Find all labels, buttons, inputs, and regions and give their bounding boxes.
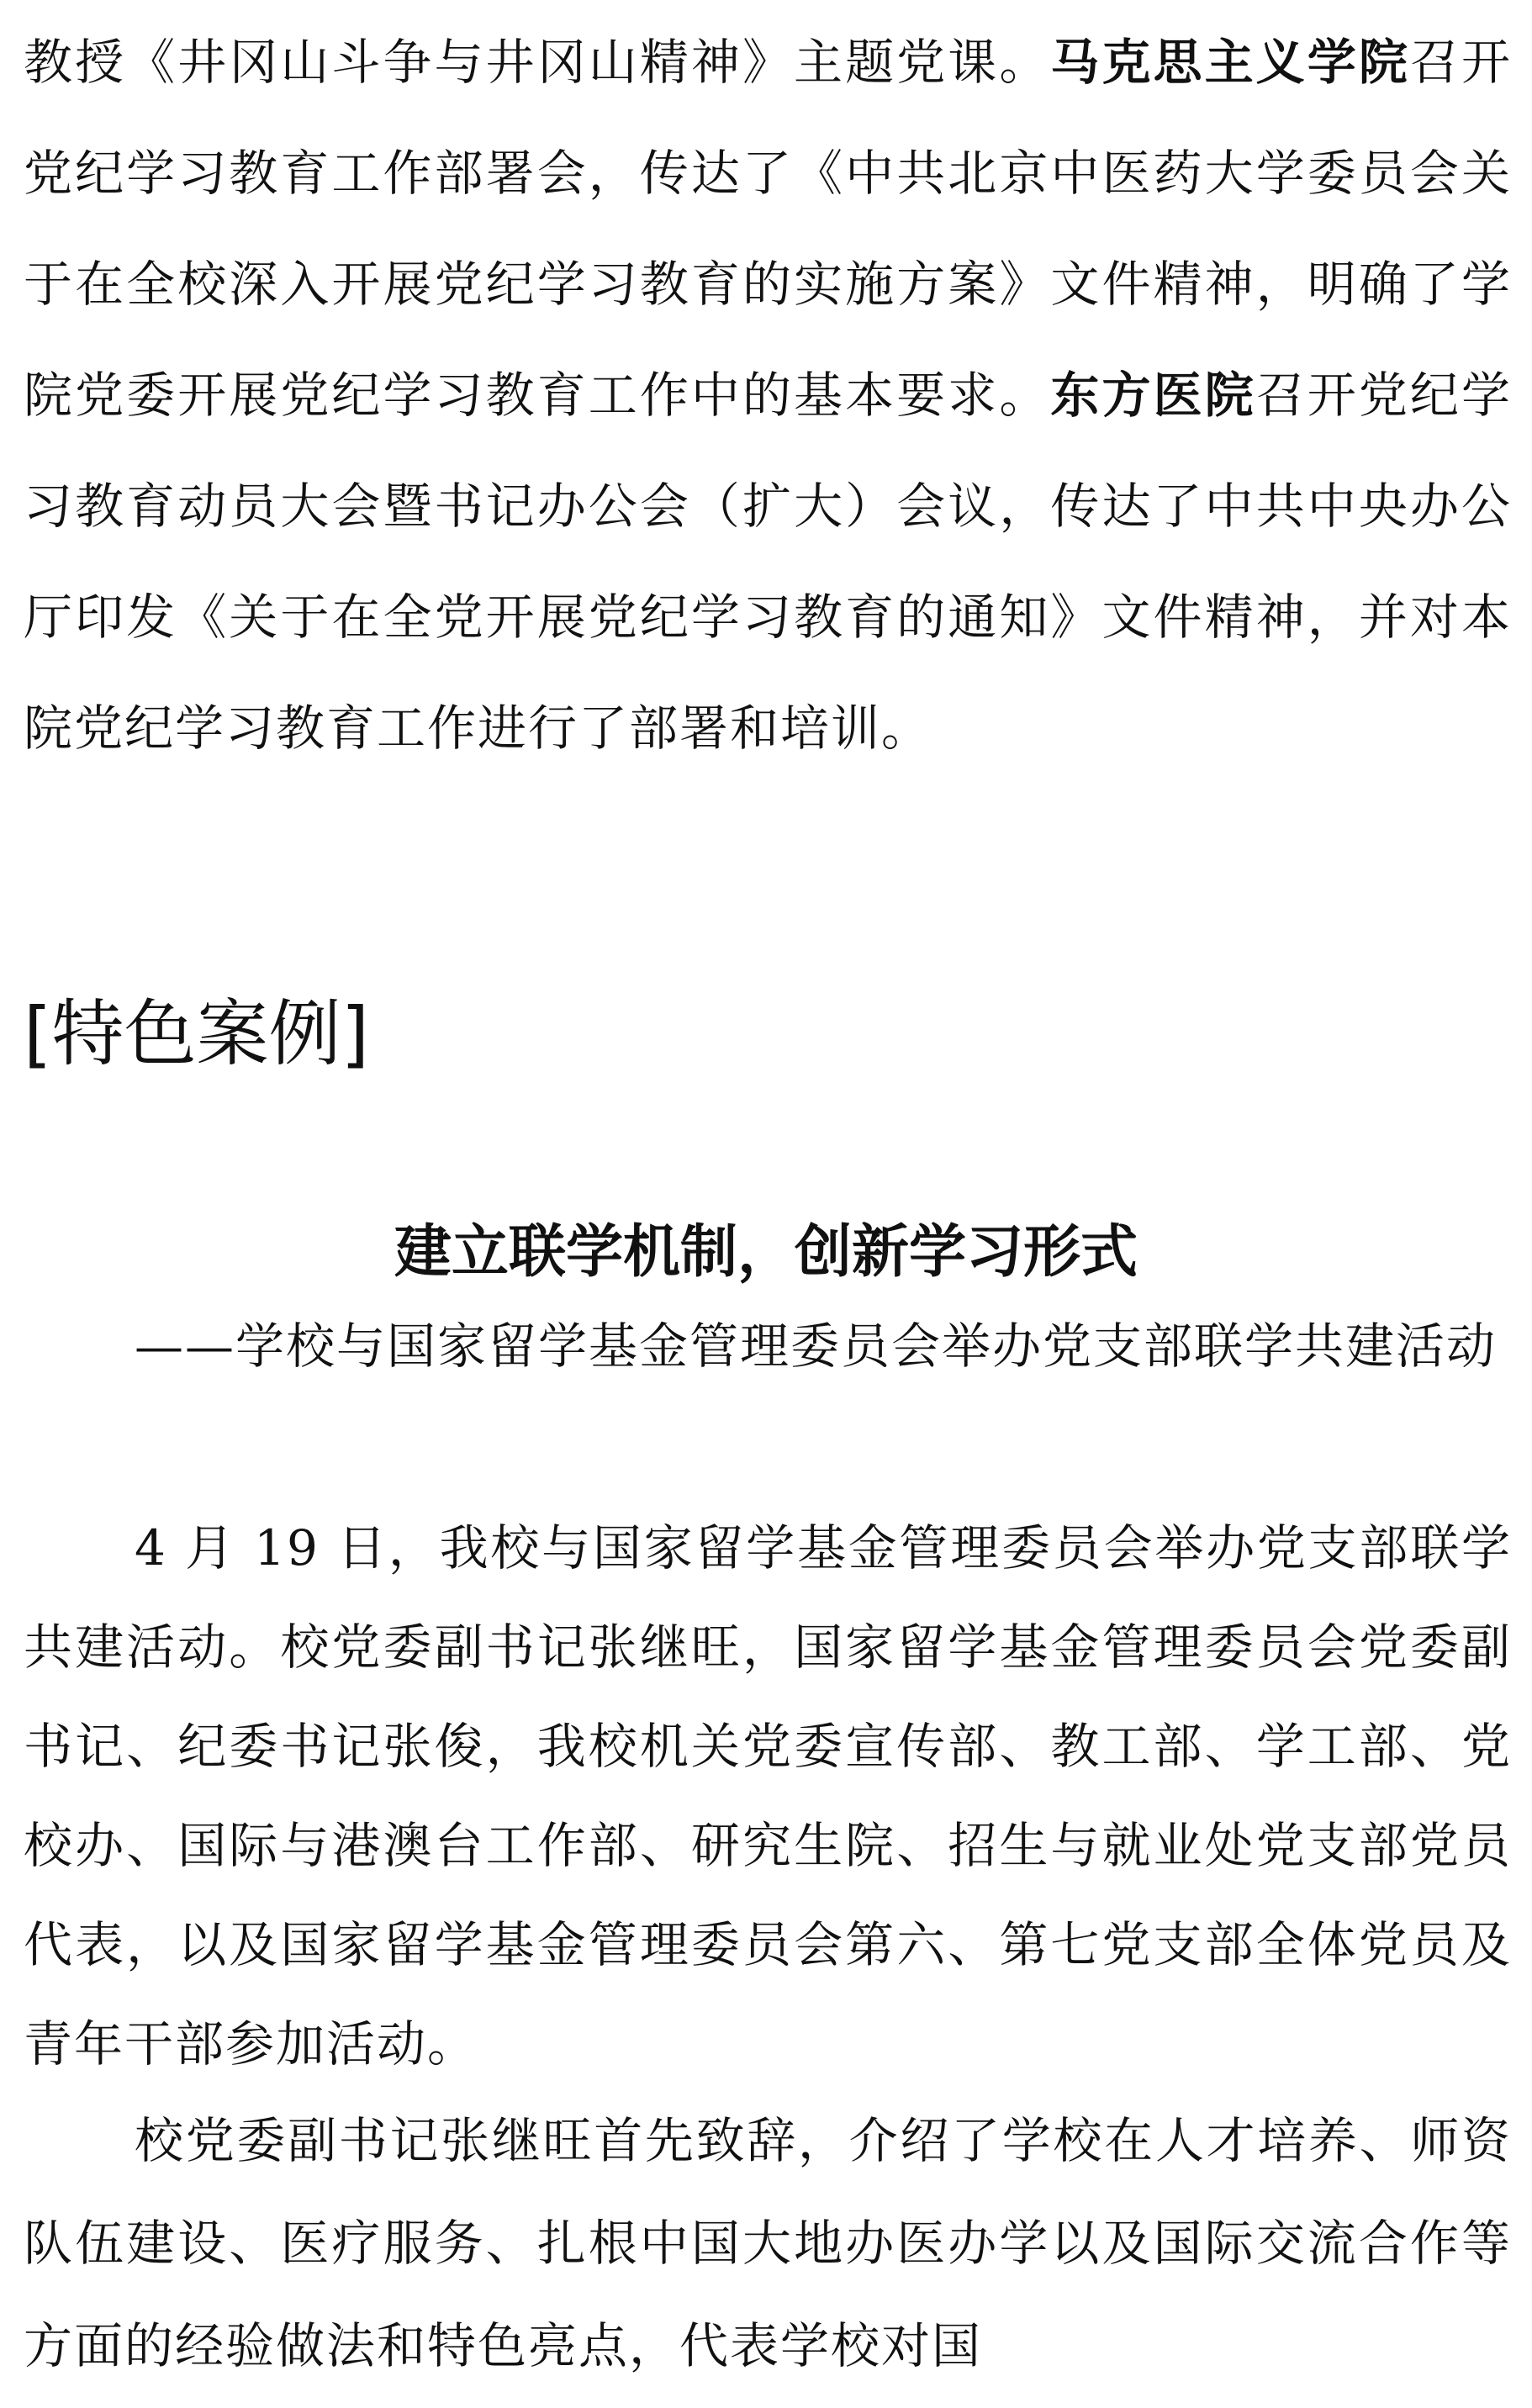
article-paragraph-2: 校党委副书记张继旺首先致辞，介绍了学校在人才培养、师资队伍建设、医疗服务、扎根中国大地办医办学以及国际交流合作等方面的经验做法和特色亮点，代表学校对国 — [24, 2112, 1512, 2374]
intro-bold-dongfang-hospital: 东方医院 — [1050, 367, 1256, 424]
section-heading: [特色案例] — [24, 992, 370, 1076]
intro-paragraph — [24, 7, 1512, 784]
intro-text-2: 召开党纪学习教育工作部署会，传达了《中共北京中医药大学委员会关于在全校深入开展党纪学习教育的实施方案》文件精神，明确了学院党委开展党纪学习教育工作中的基本要求。 — [24, 34, 1512, 424]
article-title: 建立联学机制，创新学习形式 — [394, 1219, 1138, 1286]
article-subtitle: ——学校与国家留学基金管理委员会举办党支部联学共建活动 — [135, 1318, 1498, 1375]
intro-text-1: 教授《井冈山斗争与井冈山精神》主题党课。 — [24, 34, 1051, 91]
intro-bold-marxism-school: 马克思主义学院 — [1050, 34, 1410, 91]
intro-text-3: 召开党纪学习教育动员大会暨书记办公会（扩大）会议，传达了中共中央办公厅印发《关于在全党开展党纪学习教育的通知》文件精神，并对本院党纪学习教育工作进行了部署和培训。 — [24, 367, 1512, 757]
article-paragraph-1: 4 月 19 日，我校与国家留学基金管理委员会举办党支部联学共建活动。校党委副书记张继旺，国家留学基金管理委员会党委副书记、纪委书记张俊，我校机关党委宣传部、教工部、学工部、党校办、国际与港澳台工作部、研究生院、招生与就业处党支部党员代表，以及国家留学基金管理委员会第六、第七党支部全体党员及青年干部参加活动。 — [24, 1519, 1512, 2073]
